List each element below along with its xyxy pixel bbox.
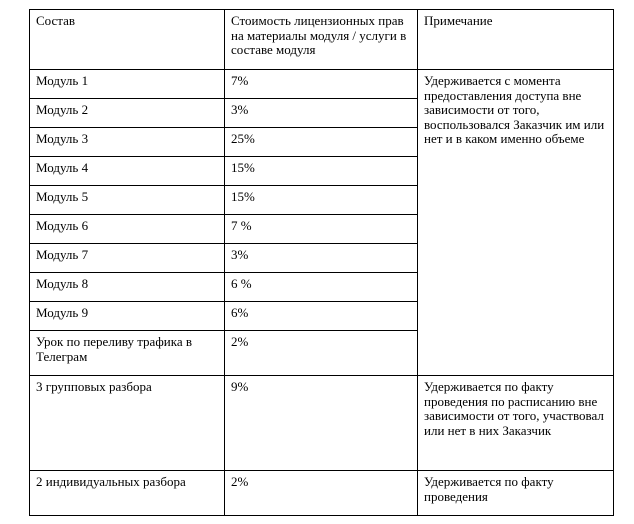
cell-item: 3 групповых разбора — [30, 376, 225, 471]
cell-item: Модуль 7 — [30, 244, 225, 273]
table-row — [30, 471, 614, 516]
cell-cost: 2% — [225, 331, 418, 376]
cell-cost: 15% — [225, 157, 418, 186]
cell-cost: 7% — [225, 70, 418, 99]
cell-cost: 9% — [225, 376, 418, 471]
cell-cost: 6% — [225, 302, 418, 331]
cell-item: Модуль 4 — [30, 157, 225, 186]
cell-note-group: Удерживается по факту проведения по расписанию вне зависимости от того, участвовал или нет в них Заказчик — [418, 376, 614, 471]
cell-item: Модуль 8 — [30, 273, 225, 302]
cell-item: Модуль 1 — [30, 70, 225, 99]
table-row — [30, 376, 614, 471]
header-license-cost: Стоимость лицензионных прав на материалы модуля / услуги в составе модуля — [225, 10, 418, 70]
cell-cost: 3% — [225, 99, 418, 128]
cell-cost: 7 % — [225, 215, 418, 244]
cell-item: Урок по переливу трафика в Телеграм — [30, 331, 225, 376]
table-header-row — [30, 10, 614, 70]
cell-item: Модуль 9 — [30, 302, 225, 331]
table-row — [30, 70, 614, 99]
cell-note-individual: Удерживается по факту проведения — [418, 471, 614, 516]
cell-note-modules: Удерживается с момента предоставления доступа вне зависимости от того, воспользовался Заказчик им или нет и в каком именно объеме — [418, 70, 614, 376]
cell-item: Модуль 6 — [30, 215, 225, 244]
cell-cost: 25% — [225, 128, 418, 157]
cell-cost: 15% — [225, 186, 418, 215]
cell-cost: 6 % — [225, 273, 418, 302]
cell-item: Модуль 2 — [30, 99, 225, 128]
cell-item: 2 индивидуальных разбора — [30, 471, 225, 516]
cell-cost: 2% — [225, 471, 418, 516]
cell-cost: 3% — [225, 244, 418, 273]
cell-item: Модуль 5 — [30, 186, 225, 215]
cell-item: Модуль 3 — [30, 128, 225, 157]
header-composition: Состав — [30, 10, 225, 70]
header-note: Примечание — [418, 10, 614, 70]
pricing-table — [29, 9, 614, 516]
